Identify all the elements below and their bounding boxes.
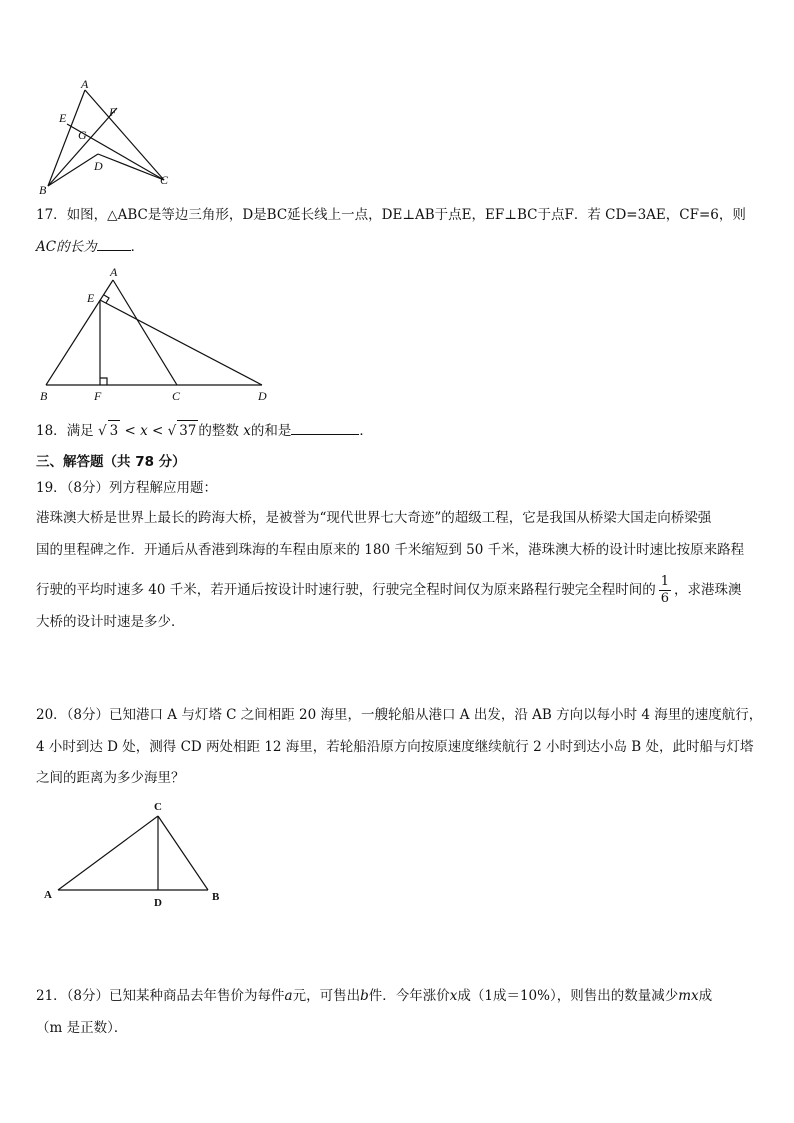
label-b: B (39, 183, 47, 196)
label-c: C (154, 801, 162, 813)
figure-q16 (30, 76, 180, 196)
label-b: B (40, 389, 48, 403)
q20-line3: 之间的距离为多少海里？ (36, 770, 185, 786)
label-g: G (78, 128, 87, 142)
figure-q20 (36, 798, 236, 910)
fraction: $\frac{1}{6}$ (660, 574, 670, 606)
label-f: F (109, 105, 117, 119)
q17-line1: 17．如图，△ABC是等边三角形，D是BC延长线上一点，DE⊥AB于点E，EF⊥BC于点F．若 CD=3AE，CF=6，则 (36, 207, 746, 223)
sqrt-symbol: √ (97, 423, 107, 439)
q19-intro: 19．（8分）列方程解应用题： (36, 480, 218, 496)
label-c: C (172, 389, 181, 403)
sqrt-symbol: √ (167, 423, 177, 439)
label-a: A (110, 265, 118, 279)
label-a: A (44, 889, 52, 901)
label-a: A (81, 77, 89, 91)
q18-line: 18．满足 √ 3 < x < √ 37 的整数 x的和是 ． (36, 420, 756, 441)
figure-q17 (30, 264, 280, 404)
answer-blank[interactable] (97, 236, 131, 251)
q19-line2: 国的里程碑之作．开通后从香港到珠海的车程由原来的 180 千米缩短到 50 千米，港珠澳大桥的设计时速比按原来路程 (36, 542, 745, 558)
label-d: D (94, 159, 103, 173)
answer-blank[interactable] (291, 420, 359, 435)
label-d: D (154, 897, 162, 909)
label-e: E (87, 291, 95, 305)
label-e: E (59, 111, 67, 125)
q20-line1: 20．（8分）已知港口 A 与灯塔 C 之间相距 20 海里，一艘轮船从港口 A 出发，沿 AB 方向以每小时 4 海里的速度航行， (36, 707, 763, 723)
section-heading: 三、解答题（共 78 分） (36, 454, 186, 470)
q21-line2: （m 是正数）． (36, 1020, 128, 1036)
label-f: F (94, 389, 102, 403)
label-c: C (160, 173, 169, 187)
q19-line3: 行驶的平均时速多 40 千米，若开通后按设计时速行驶，行驶完全程时间仅为原来路程行驶完全程时间的 $\frac{1}{6}$ ，求港珠澳 (36, 574, 742, 606)
q21-line1: 21．（8分）已知某种商品去年售价为每件a元，可售出b件．今年涨价x成（1成＝10%），则售出的数量减少mx成 (36, 988, 713, 1004)
q19-line1: 港珠澳大桥是世界上最长的跨海大桥，是被誉为“现代世界七大奇迹”的超级工程，它是我国从桥梁大国走向桥梁强 (36, 510, 712, 526)
label-b: B (212, 891, 220, 903)
q19-line4: 大桥的设计时速是多少． (36, 614, 185, 630)
label-d: D (258, 389, 267, 403)
q17-line2: AC的长为 ． (36, 236, 756, 257)
q20-line2: 4 小时到达 D 处，测得 CD 两处相距 12 海里，若轮船沿原方向按原速度继续航行 2 小时到达小岛 B 处，此时船与灯塔 (36, 739, 754, 755)
